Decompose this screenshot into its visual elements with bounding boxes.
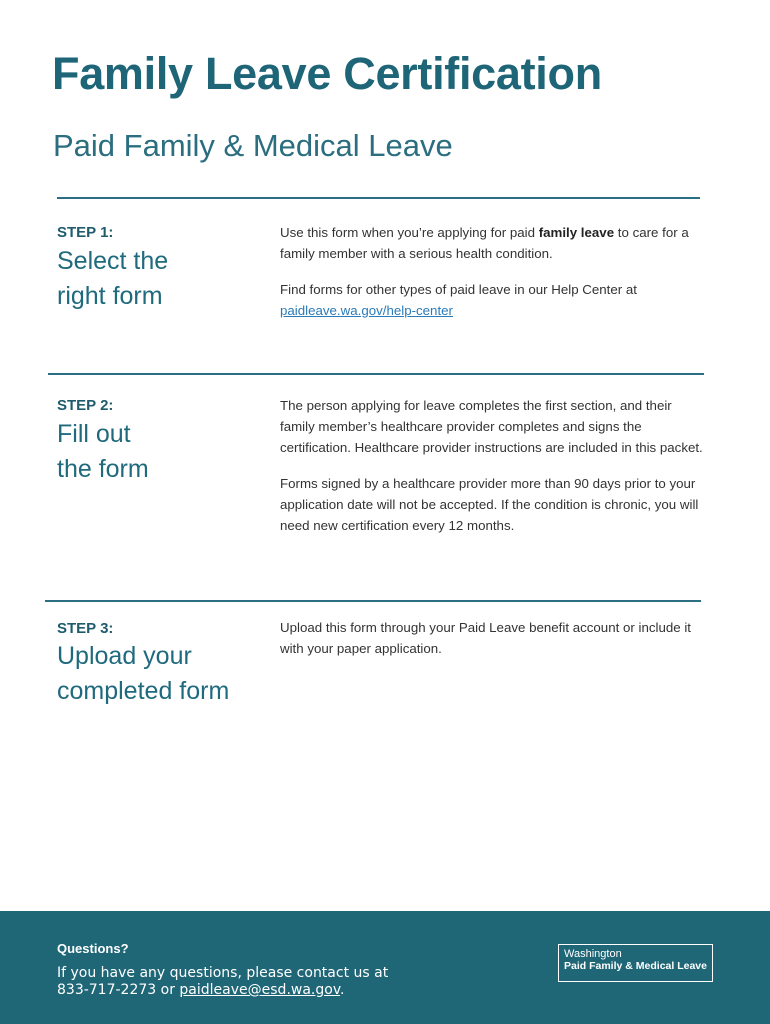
step-heading [57, 244, 267, 314]
step-paragraph: Forms signed by a healthcare provider more than 90 days prior to your application date will not be accepted. If the condition is chronic, you will need new certification every 12 months. [280, 476, 699, 533]
email-link[interactable]: paidleave@esd.wa.gov [179, 982, 341, 998]
step-heading [57, 417, 267, 487]
step-body [280, 395, 710, 551]
divider [48, 373, 704, 375]
step-paragraph: Upload this form through your Paid Leave benefit account or include it with your paper application. [280, 620, 691, 656]
step-label: STEP 2: [57, 397, 114, 414]
step-body [280, 222, 710, 336]
divider [57, 197, 700, 199]
step-heading-line: right form [57, 282, 163, 310]
step-heading-line: the form [57, 455, 149, 483]
step-heading-line: Select the [57, 247, 169, 275]
divider [45, 600, 701, 602]
logo-line: Paid Family & Medical Leave [564, 960, 707, 972]
step-paragraph: Find forms for other types of paid leave in our Help Center at paidleave.wa.gov/help-center [280, 282, 637, 318]
page-subtitle: Paid Family & Medical Leave [53, 128, 453, 163]
logo-line: Washington [564, 948, 622, 960]
page-title: Family Leave Certification [52, 48, 602, 99]
step-heading-line: completed form [57, 677, 230, 705]
step-label: STEP 1: [57, 224, 114, 241]
step-heading [57, 639, 267, 709]
pfml-logo [558, 944, 713, 982]
help-center-link[interactable]: paidleave.wa.gov/help-center [280, 303, 453, 318]
step-body [280, 617, 710, 674]
questions-label: Questions? [57, 941, 129, 956]
step-label: STEP 3: [57, 620, 114, 637]
contact-text: If you have any questions, please contact us at 833-717-2273 or paidleave@esd.wa.gov. [57, 965, 389, 998]
footer [0, 911, 770, 1024]
step-paragraph: The person applying for leave completes the first section, and their family member’s healthcare provider completes and signs the certification. Healthcare provider instructions are included in this packet. [280, 398, 703, 455]
step-paragraph: Use this form when you’re applying for paid family leave to care for a family member with a serious health condition. [280, 225, 689, 261]
phone-number: 833-717-2273 [57, 982, 157, 998]
step-heading-line: Upload your [57, 642, 192, 670]
emphasis-text: family leave [538, 225, 615, 240]
step-heading-line: Fill out [57, 420, 131, 448]
